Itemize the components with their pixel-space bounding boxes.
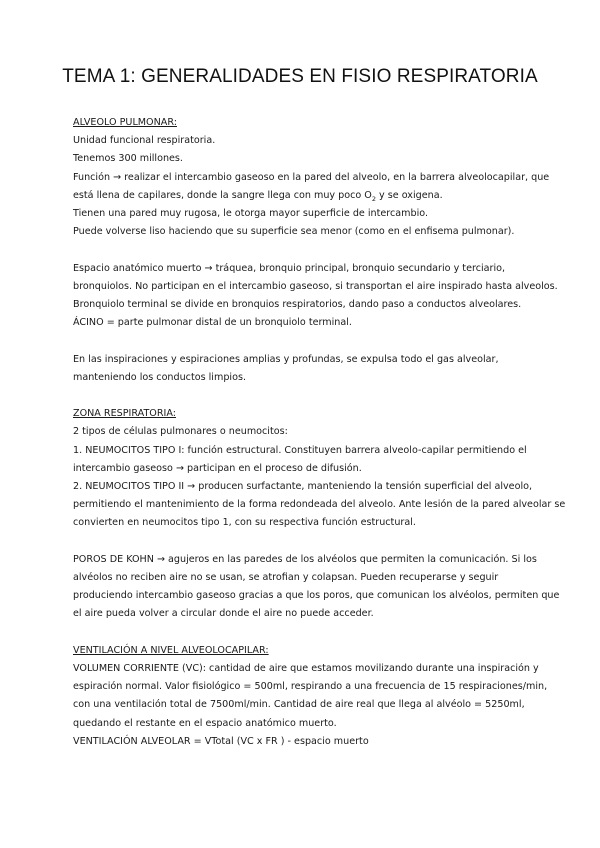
section-alveolo-pulmonar (73, 114, 550, 241)
text-fragment: está llena de capilares, donde la sangre llega con muy poco O (73, 189, 372, 201)
text-line: el aire pueda volver a circular donde el aire no puede acceder. (73, 608, 374, 620)
text-line: 2. NEUMOCITOS TIPO II → producen surfactante, manteniendo la tensión superficial del alveolo, (73, 481, 533, 493)
text-line: 2 tipos de células pulmonares o neumocitos: (73, 426, 288, 438)
text-fragment: y se oxigena. (376, 189, 443, 201)
text-line: Espacio anatómico muerto → tráquea, bronquio principal, bronquio secundario y terciario, (73, 262, 506, 274)
text-line: Puede volverse liso haciendo que su superficie sea menor (como en el enfisema pulmonar). (73, 226, 515, 238)
text-line: Bronquiolo terminal se divide en bronquios respiratorios, dando paso a conductos alveolares. (73, 299, 522, 311)
section-poros-de-kohn (73, 551, 560, 624)
text-line: alvéolos no reciben aire no se usan, se atrofian y colapsan. Pueden recuperarse y seguir (73, 572, 499, 584)
text-line: Función → realizar el intercambio gaseoso en la pared del alveolo, en la barrera alveolocapilar, que (73, 171, 550, 183)
text-line: En las inspiraciones y espiraciones amplias y profundas, se expulsa todo el gas alveolar, (73, 353, 499, 365)
section-espacio-muerto (73, 260, 558, 333)
text-line: VENTILACIÓN ALVEOLAR = VTotal (VC x FR ) - espacio muerto (73, 735, 369, 747)
subscript-2: 2 (371, 194, 376, 203)
text-line: con una ventilación total de 7500ml/min. Cantidad de aire real que llega al alvéolo = 5250ml, (73, 699, 525, 711)
text-line: manteniendo los conductos limpios. (73, 371, 246, 383)
spacer (73, 387, 540, 405)
text-line: espiración normal. Valor fisiológico = 500ml, respirando a una frecuencia de 15 respiraciones/min, (73, 681, 548, 693)
spacer (73, 624, 540, 642)
section-inspiraciones (73, 351, 540, 387)
text-line: VOLUMEN CORRIENTE (VC): cantidad de aire que estamos movilizando durante una inspiración y (73, 663, 539, 675)
text-line: quedando el restante en el espacio anatómico muerto. (73, 717, 337, 729)
section-heading-zona: ZONA RESPIRATORIA: (73, 408, 176, 420)
text-line: Unidad funcional respiratoria. (73, 135, 216, 147)
text-line: intercambio gaseoso → participan en el proceso de difusión. (73, 462, 362, 474)
section-heading-alveolo: ALVEOLO PULMONAR: (73, 117, 177, 128)
text-line: Tenemos 300 millones. (73, 153, 183, 165)
text-line: bronquiolos. No participan en el intercambio gaseoso, si transportan el aire inspirado hasta alveolos. (73, 280, 558, 292)
section-ventilacion (73, 642, 548, 751)
text-line: permitiendo el mantenimiento de la forma redondeada del alveolo. Ante lesión de la pared alveolar se (73, 499, 566, 511)
text-line: POROS DE KOHN → agujeros en las paredes de los alvéolos que permiten la comunicación. Si los (73, 553, 537, 565)
section-heading-ventilacion: VENTILACIÓN A NIVEL ALVEOLOCAPILAR: (73, 644, 269, 656)
page-title: TEMA 1: GENERALIDADES EN FISIO RESPIRATORIA (62, 66, 538, 87)
text-line: produciendo intercambio gaseoso gracias a que los poros, que comunican los alvéolos, permiten que (73, 590, 560, 602)
section-zona-respiratoria (73, 405, 566, 532)
text-line: Tienen una pared muy rugosa, le otorga mayor superficie de intercambio. (73, 208, 429, 220)
spacer (73, 533, 540, 551)
text-line-o2 (73, 187, 540, 205)
text-line: ÁCINO = parte pulmonar distal de un bronquiolo terminal. (73, 317, 352, 329)
text-line: convierten en neumocitos tipo 1, con su respectiva función estructural. (73, 517, 416, 529)
spacer (73, 332, 540, 350)
text-line: 1. NEUMOCITOS TIPO I: función estructural. Constituyen barrera alveolo-capilar permitiendo el (73, 444, 527, 456)
spacer (73, 241, 540, 259)
